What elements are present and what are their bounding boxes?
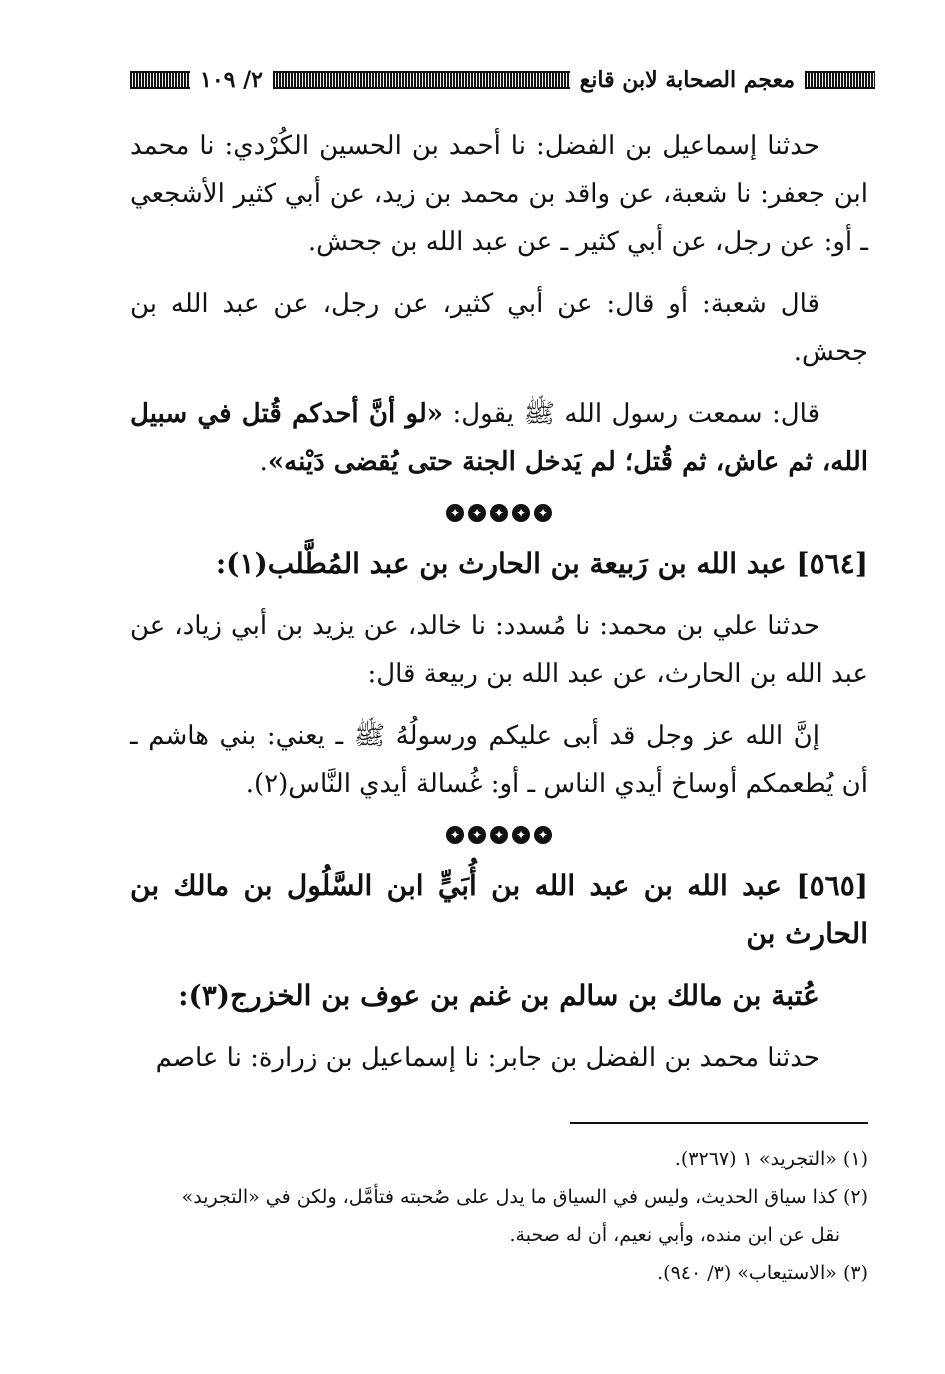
entry-heading-565-line1: [٥٦٥] عبد الله بن عبد الله بن أُبَيٍّ ابن السَّلُول بن مالك بن الحارث بن bbox=[130, 869, 868, 950]
hadith-end: . bbox=[259, 447, 268, 477]
running-header bbox=[130, 62, 875, 98]
page-number: ٢/ ١٠٩ bbox=[200, 67, 263, 93]
paragraph-hadith-2: إنَّ الله عز وجل قد أبى عليكم ورسولُهُ ﷺ ـ يعني: بني هاشم ـ أن يُطعمكم أوساخ أيدي الناس ـ أو: غُسالة أيدي النَّاس(٢). bbox=[130, 721, 868, 799]
star-ornament-icon: ✦ bbox=[512, 504, 530, 522]
header-ornament-left bbox=[130, 71, 190, 89]
hadith-intro: قال: سمعت رسول الله ﷺ يقول: bbox=[443, 399, 820, 429]
paragraph-isnad-2: حدثنا علي بن محمد: نا مُسدد: نا خالد، عن يزيد بن أبي زياد، عن عبد الله بن الحارث، عن عبد الله بن ربيعة قال: bbox=[130, 611, 868, 689]
footnote-3: (٣) «الاستيعاب» (٣/ ٩٤٠). bbox=[657, 1262, 868, 1284]
header-ornament-middle bbox=[273, 71, 570, 89]
footnote-2-continuation: نقل عن ابن منده، وأبي نعيم، أن له صحبة. bbox=[509, 1224, 840, 1246]
page-body bbox=[130, 122, 868, 1096]
entry-heading-565-line2: عُتبة بن مالك بن سالم بن غنم بن عوف بن الخزرج(٣): bbox=[178, 979, 820, 1012]
footnotes bbox=[130, 1140, 868, 1292]
star-ornament-icon: ✦ bbox=[446, 826, 464, 844]
footnote-2: (٢) كذا سياق الحديث، وليس في السياق ما يدل على صُحبته فتأمَّل، ولكن في «التجريد» bbox=[181, 1186, 868, 1208]
star-ornament-icon: ✦ bbox=[534, 826, 552, 844]
paragraph-isnad-3: حدثنا محمد بن الفضل بن جابر: نا إسماعيل بن زرارة: نا عاصم bbox=[155, 1043, 820, 1073]
star-ornament-icon: ✦ bbox=[490, 504, 508, 522]
star-ornament-icon: ✦ bbox=[512, 826, 530, 844]
entry-heading-564: [٥٦٤] عبد الله بن رَبيعة بن الحارث بن عبد المُطَّلب(١): bbox=[215, 547, 868, 580]
book-title: معجم الصحابة لابن قانع bbox=[579, 67, 795, 93]
paragraph-shuba-note: قال شعبة: أو قال: عن أبي كثير، عن رجل، عن عبد الله بن جحش. bbox=[130, 289, 868, 367]
star-ornament-icon: ✦ bbox=[468, 504, 486, 522]
footnote-1: (١) «التجريد» ١ (٣٢٦٧). bbox=[674, 1148, 868, 1170]
section-separator bbox=[130, 826, 868, 844]
section-separator bbox=[130, 504, 868, 522]
paragraph-isnad-1: حدثنا إسماعيل بن الفضل: نا أحمد بن الحسين الكُرْدي: نا محمد ابن جعفر: نا شعبة، عن واقد بن محمد بن زيد، عن أبي كثير الأشجعي ـ أو: عن رجل، عن أبي كثير ـ عن عبد الله بن جحش. bbox=[130, 131, 868, 257]
hadith-quote: «لو أنَّ أحدكم قُتل في سبيل الله، ثم عاش، ثم قُتل؛ لم يَدخل الجنة حتى يُقضى دَيْنه» bbox=[130, 399, 868, 477]
paragraph-hadith-1 bbox=[130, 390, 868, 486]
star-ornament-icon: ✦ bbox=[490, 826, 508, 844]
header-ornament-right bbox=[805, 71, 875, 89]
footnote-divider bbox=[570, 1122, 868, 1124]
star-ornament-icon: ✦ bbox=[468, 826, 486, 844]
star-ornament-icon: ✦ bbox=[446, 504, 464, 522]
star-ornament-icon: ✦ bbox=[534, 504, 552, 522]
